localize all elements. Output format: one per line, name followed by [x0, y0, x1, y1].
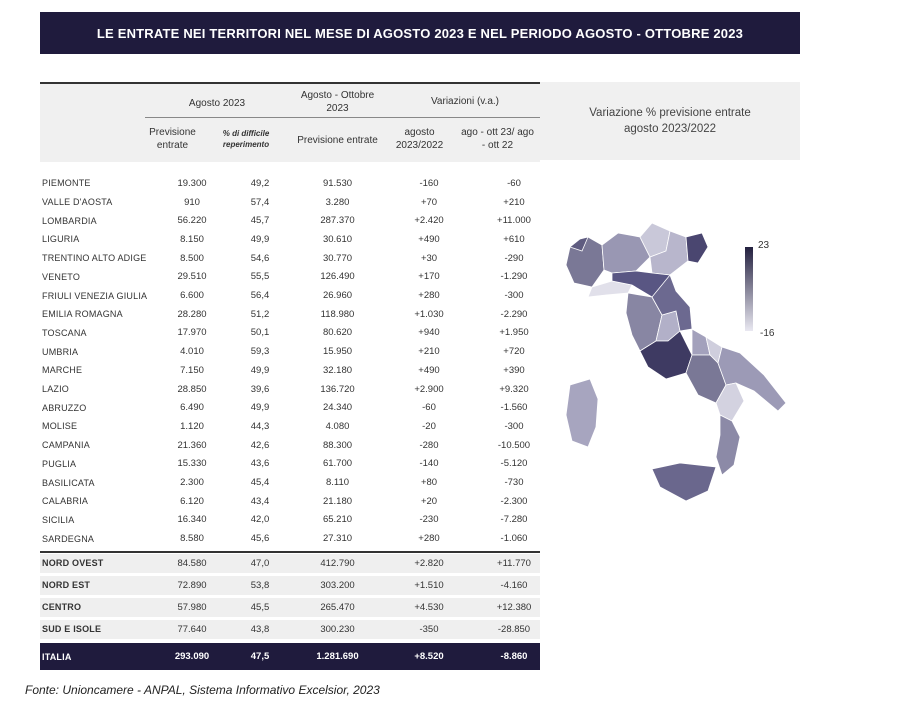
cell-var-agosto: +170 [418, 271, 440, 283]
table-row [40, 342, 540, 361]
map-title-line2: agosto 2023/2022 [623, 123, 717, 135]
map-title [540, 82, 800, 160]
cell-region-name: VENETO [42, 271, 81, 282]
cell-var-trim: -60 [507, 177, 521, 189]
cell-var-trim: +9.320 [499, 383, 529, 395]
cell-var-agosto: -20 [422, 420, 436, 432]
total-row [40, 643, 540, 670]
cell-region-name: ITALIA [42, 651, 72, 662]
table-row [40, 380, 540, 399]
data-table [40, 82, 540, 662]
cell-previsione-trim: 412.790 [320, 557, 355, 569]
cell-var-trim: +610 [503, 233, 525, 245]
cell-previsione: 28.850 [177, 383, 207, 395]
cell-previsione-trim: 80.620 [322, 327, 353, 339]
cell-previsione: 16.340 [177, 514, 207, 526]
cell-difficile: 45,5 [250, 601, 270, 613]
table-row [40, 249, 540, 268]
cell-region-name: LAZIO [42, 384, 70, 395]
cell-var-trim: -1.060 [500, 533, 528, 545]
cell-region-name: VALLE D'AOSTA [42, 197, 113, 208]
cell-region-name: PIEMONTE [42, 178, 91, 189]
cell-var-trim: +390 [503, 364, 525, 376]
cell-previsione-trim: 61.700 [322, 458, 353, 470]
cell-previsione: 2.300 [180, 477, 204, 489]
cell-previsione: 15.330 [177, 458, 207, 470]
cell-var-trim: -4.160 [500, 579, 528, 591]
map-title-line1: Variazione % previsione entrate [589, 107, 751, 119]
cell-var-agosto: +4.530 [414, 601, 444, 613]
cell-var-agosto: +280 [418, 533, 440, 545]
cell-difficile: 49,9 [250, 364, 270, 376]
cell-difficile: 45,7 [250, 215, 270, 227]
cell-var-trim: +210 [503, 196, 525, 208]
cell-previsione-trim: 265.470 [320, 601, 355, 613]
source-note: Fonte: Unioncamere - ANPAL, Sistema Informativo Excelsior, 2023 [25, 683, 380, 697]
cell-previsione-trim: 136.720 [320, 383, 355, 395]
cell-difficile: 56,4 [250, 290, 270, 302]
cell-var-trim: -300 [504, 290, 524, 302]
cell-previsione-trim: 30.770 [322, 252, 353, 264]
table-row [40, 492, 540, 511]
cell-region-name: CALABRIA [42, 496, 89, 507]
cell-region-name: CAMPANIA [42, 440, 90, 451]
cell-region-name: BASILICATA [42, 477, 95, 488]
table-row [40, 268, 540, 287]
cell-previsione-trim: 15.950 [322, 346, 353, 358]
cell-previsione: 17.970 [177, 327, 207, 339]
header-group-agosto: Agosto 2023 [188, 98, 246, 109]
cell-var-agosto: -60 [422, 402, 436, 414]
cell-region-name: TOSCANA [42, 327, 87, 338]
cell-region-name: MOLISE [42, 421, 78, 432]
cell-var-trim: -300 [504, 420, 524, 432]
table-row [40, 286, 540, 305]
cell-var-trim: -28.850 [497, 623, 531, 635]
map-region-friuli [686, 233, 708, 263]
table-row [40, 230, 540, 249]
table-row [40, 417, 540, 436]
table-row [40, 398, 540, 417]
cell-previsione-trim: 26.960 [322, 290, 353, 302]
cell-region-name: NORD EST [42, 580, 91, 591]
cell-previsione: 6.120 [180, 495, 204, 507]
cell-region-name: MARCHE [42, 365, 83, 376]
cell-var-trim: -730 [504, 477, 524, 489]
aggregate-row [40, 554, 540, 573]
cell-var-trim: +720 [503, 346, 525, 358]
cell-previsione: 29.510 [177, 271, 207, 283]
map-legend-scale [745, 247, 753, 331]
table-row [40, 211, 540, 230]
cell-var-agosto: +2.420 [414, 215, 444, 227]
cell-var-agosto: +210 [418, 346, 440, 358]
cell-region-name: ABRUZZO [42, 402, 87, 413]
cell-previsione: 8.150 [180, 233, 204, 245]
table-row [40, 511, 540, 530]
table-row [40, 529, 540, 548]
cell-region-name: SARDEGNA [42, 533, 95, 544]
cell-var-trim: -7.280 [500, 514, 528, 526]
cell-difficile: 51,2 [250, 308, 270, 320]
cell-previsione: 4.010 [180, 346, 204, 358]
cell-previsione: 57.980 [177, 601, 207, 613]
table-row [40, 361, 540, 380]
cell-difficile: 49,2 [250, 177, 270, 189]
page-title: LE ENTRATE NEI TERRITORI NEL MESE DI AGOSTO 2023 E NEL PERIODO AGOSTO - OTTOBRE 2023 [40, 12, 800, 54]
cell-var-trim: -1.560 [500, 402, 528, 414]
cell-var-agosto: -230 [419, 514, 439, 526]
header-col-var-agosto: agosto 2023/2022 [395, 127, 444, 151]
cell-var-trim: -5.120 [500, 458, 528, 470]
cell-previsione-trim: 30.610 [322, 233, 353, 245]
cell-previsione-trim: 8.110 [325, 477, 350, 489]
cell-var-trim: -8.860 [500, 651, 528, 662]
cell-difficile: 54,6 [250, 252, 270, 264]
cell-difficile: 43,4 [250, 495, 270, 507]
cell-previsione-trim: 3.280 [325, 196, 350, 208]
table-row [40, 174, 540, 193]
cell-var-agosto: +1.510 [414, 579, 444, 591]
cell-difficile: 49,9 [250, 233, 270, 245]
cell-previsione-trim: 24.340 [322, 402, 353, 414]
cell-previsione-trim: 118.980 [320, 308, 355, 320]
cell-var-agosto: +80 [420, 477, 438, 489]
map-legend-max: 23 [758, 240, 770, 251]
cell-var-agosto: +1.030 [414, 308, 444, 320]
cell-previsione: 6.600 [180, 290, 204, 302]
cell-previsione-trim: 27.310 [322, 533, 353, 545]
cell-difficile: 53,8 [250, 579, 270, 591]
cell-region-name: FRIULI VENEZIA GIULIA [42, 290, 148, 301]
map-region-sardegna [566, 379, 598, 447]
cell-var-agosto: +8.520 [414, 651, 444, 662]
cell-var-trim: -290 [504, 252, 524, 264]
cell-previsione: 293.090 [174, 651, 210, 662]
cell-var-trim: -1.290 [500, 271, 528, 283]
cell-difficile: 50,1 [250, 327, 270, 339]
header-group-ago-ott: Agosto - Ottobre 2023 [300, 90, 375, 114]
cell-var-trim: -10.500 [497, 439, 531, 451]
aggregate-row [40, 598, 540, 617]
cell-var-agosto: +490 [418, 233, 440, 245]
header-divider [145, 117, 540, 118]
cell-difficile: 49,9 [250, 402, 270, 414]
cell-previsione: 8.500 [180, 252, 204, 264]
cell-previsione-trim: 4.080 [325, 420, 350, 432]
cell-var-agosto: -280 [419, 439, 439, 451]
table-row [40, 436, 540, 455]
table-row [40, 455, 540, 474]
cell-var-trim: +11.000 [497, 215, 531, 227]
cell-region-name: SICILIA [42, 514, 75, 525]
cell-previsione: 72.890 [177, 579, 207, 591]
header-col-previsione-trim: Previsione entrate [297, 135, 378, 146]
cell-difficile: 45,6 [250, 533, 270, 545]
header-group-variazioni: Variazioni (v.a.) [431, 96, 499, 107]
cell-previsione-trim: 1.281.690 [316, 651, 359, 662]
cell-previsione-trim: 21.180 [322, 495, 353, 507]
cell-previsione: 21.360 [177, 439, 207, 451]
cell-difficile: 42,0 [250, 514, 270, 526]
section-divider [40, 551, 540, 553]
cell-previsione: 56.220 [177, 215, 207, 227]
cell-var-trim: +11.770 [497, 557, 531, 569]
cell-var-agosto: +20 [420, 495, 438, 507]
cell-difficile: 42,6 [250, 439, 270, 451]
cell-difficile: 47,0 [250, 557, 270, 569]
cell-var-agosto: +2.820 [414, 557, 444, 569]
italy-map [540, 175, 790, 505]
cell-previsione-trim: 287.370 [320, 215, 355, 227]
header-col-difficile: % di difficile reperimento [222, 129, 270, 149]
map-region-calabria [716, 415, 740, 475]
cell-region-name: PUGLIA [42, 458, 77, 469]
cell-previsione-trim: 126.490 [320, 271, 355, 283]
cell-previsione: 28.280 [177, 308, 207, 320]
cell-difficile: 45,4 [250, 477, 270, 489]
cell-var-agosto: +280 [418, 290, 440, 302]
table-row [40, 193, 540, 212]
cell-previsione-trim: 91.530 [322, 177, 353, 189]
cell-var-trim: -2.290 [500, 308, 528, 320]
cell-var-trim: +1.950 [499, 327, 529, 339]
cell-previsione: 8.580 [180, 533, 204, 545]
table-header [40, 82, 540, 162]
cell-var-agosto: -350 [419, 623, 439, 635]
cell-difficile: 44,3 [250, 420, 270, 432]
table-row [40, 324, 540, 343]
cell-var-trim: -2.300 [500, 495, 528, 507]
cell-region-name: NORD OVEST [42, 558, 104, 569]
cell-region-name: SUD E ISOLE [42, 624, 102, 635]
cell-difficile: 39,6 [250, 383, 270, 395]
cell-previsione: 1.120 [180, 420, 204, 432]
cell-difficile: 57,4 [250, 196, 270, 208]
aggregate-row [40, 576, 540, 595]
cell-previsione: 7.150 [180, 364, 204, 376]
cell-region-name: LOMBARDIA [42, 215, 97, 226]
cell-var-agosto: -160 [419, 177, 439, 189]
header-col-var-trim: ago - ott 23/ ago - ott 22 [461, 127, 534, 151]
cell-difficile: 43,6 [250, 458, 270, 470]
cell-difficile: 43,8 [250, 623, 270, 635]
cell-previsione: 84.580 [177, 557, 207, 569]
table-row [40, 473, 540, 492]
cell-var-trim: +12.380 [496, 601, 532, 613]
cell-region-name: LIGURIA [42, 234, 80, 245]
cell-difficile: 55,5 [250, 271, 270, 283]
cell-previsione-trim: 303.200 [320, 579, 355, 591]
cell-previsione: 19.300 [177, 177, 207, 189]
cell-var-agosto: +70 [420, 196, 438, 208]
cell-previsione-trim: 65.210 [322, 514, 353, 526]
map-legend-min: -16 [760, 328, 775, 339]
cell-region-name: CENTRO [42, 602, 82, 613]
cell-region-name: EMILIA ROMAGNA [42, 309, 123, 320]
cell-previsione: 6.490 [180, 402, 204, 414]
cell-var-agosto: +490 [418, 364, 440, 376]
cell-var-agosto: +2.900 [414, 383, 444, 395]
cell-previsione: 910 [184, 196, 200, 208]
table-row [40, 305, 540, 324]
cell-previsione-trim: 300.230 [320, 623, 355, 635]
cell-difficile: 59,3 [250, 346, 270, 358]
cell-var-agosto: -140 [419, 458, 439, 470]
cell-region-name: UMBRIA [42, 346, 79, 357]
cell-previsione-trim: 32.180 [322, 364, 353, 376]
cell-difficile: 47,5 [250, 651, 270, 662]
cell-previsione-trim: 88.300 [322, 439, 353, 451]
cell-var-agosto: +940 [418, 327, 440, 339]
cell-region-name: TRENTINO ALTO ADIGE [42, 253, 147, 264]
cell-var-agosto: +30 [420, 252, 438, 264]
cell-previsione: 77.640 [177, 623, 207, 635]
aggregate-row [40, 620, 540, 639]
map-region-sicilia [652, 463, 716, 501]
header-col-previsione: Previsione entrate [149, 127, 196, 151]
